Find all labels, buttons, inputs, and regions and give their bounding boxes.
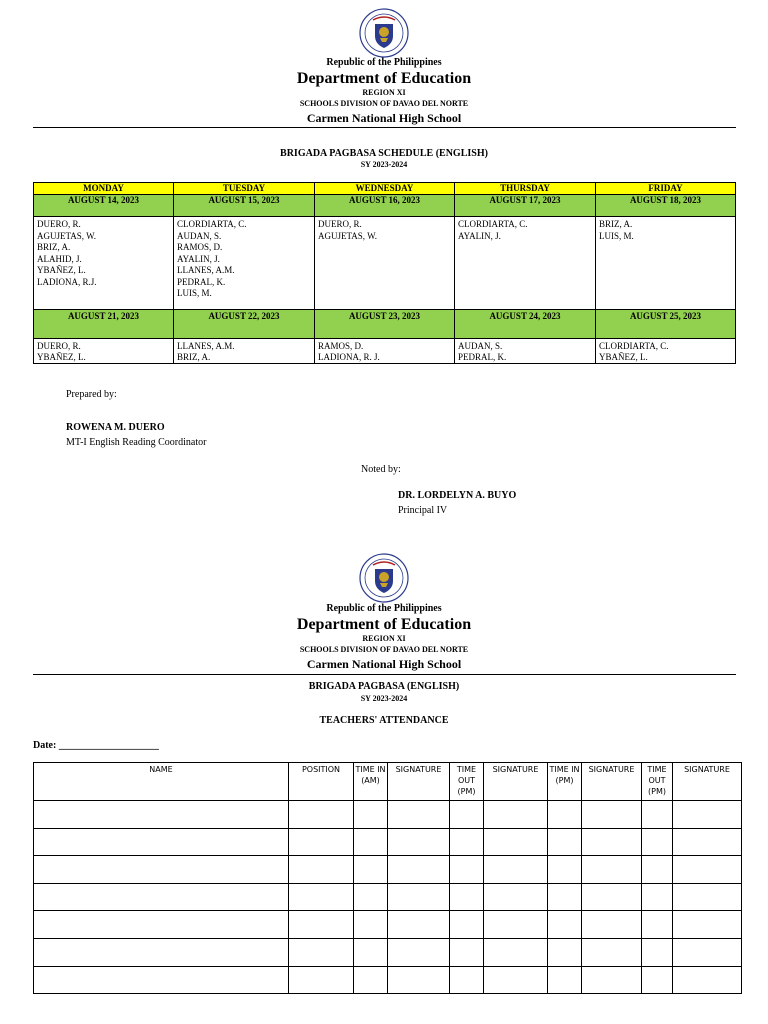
attendance-cell[interactable] xyxy=(484,966,548,994)
attendance-cell[interactable] xyxy=(354,883,388,911)
attendance-cell[interactable] xyxy=(34,966,289,994)
names-cell xyxy=(455,339,596,364)
division-line: SCHOOLS DIVISION OF DAVAO DEL NORTE xyxy=(299,645,469,654)
attendance-cell[interactable] xyxy=(548,938,582,966)
teacher-name: DUERO, R. xyxy=(318,219,362,229)
teacher-name: LUIS, M. xyxy=(599,230,634,241)
attendance-cell[interactable] xyxy=(582,828,642,856)
attendance-cell[interactable] xyxy=(673,966,742,994)
attendance-cell[interactable] xyxy=(582,966,642,994)
column-header: NAME xyxy=(34,763,289,801)
attendance-cell[interactable] xyxy=(34,938,289,966)
deped-seal-icon xyxy=(359,553,409,603)
attendance-cell[interactable] xyxy=(582,856,642,884)
attendance-cell[interactable] xyxy=(642,911,673,939)
day-header-cell: WEDNESDAY xyxy=(315,183,455,195)
school-name: Carmen National High School xyxy=(306,657,462,671)
date-cell: AUGUST 25, 2023 xyxy=(596,310,736,339)
attendance-body xyxy=(34,801,742,994)
attendance-cell[interactable] xyxy=(289,883,354,911)
header-divider xyxy=(33,127,736,128)
attendance-cell[interactable] xyxy=(388,966,450,994)
attendance-cell[interactable] xyxy=(34,828,289,856)
names-cell xyxy=(34,339,174,364)
noted-by-label: Noted by: xyxy=(361,464,401,475)
attendance-cell[interactable] xyxy=(484,938,548,966)
division-line: SCHOOLS DIVISION OF DAVAO DEL NORTE xyxy=(299,99,469,108)
column-header: TIME OUT (PM) xyxy=(450,763,484,801)
attendance-cell[interactable] xyxy=(548,828,582,856)
teacher-name: YBAÑEZ, L. xyxy=(37,351,86,362)
prepared-by-title: MT-I English Reading Coordinator xyxy=(66,437,207,448)
attendance-cell[interactable] xyxy=(673,801,742,829)
department-name: Department of Education xyxy=(296,616,472,633)
week1-date-row xyxy=(34,195,736,217)
attendance-cell[interactable] xyxy=(388,938,450,966)
attendance-cell[interactable] xyxy=(642,828,673,856)
date-cell: AUGUST 23, 2023 xyxy=(315,310,455,339)
names-cell xyxy=(596,217,736,310)
day-header-cell: MONDAY xyxy=(34,183,174,195)
day-header-row xyxy=(34,183,736,195)
day-header-cell: TUESDAY xyxy=(174,183,315,195)
attendance-cell[interactable] xyxy=(388,911,450,939)
attendance-cell[interactable] xyxy=(289,856,354,884)
attendance-row xyxy=(34,801,742,829)
schedule-table xyxy=(33,182,736,364)
attendance-cell[interactable] xyxy=(673,911,742,939)
teacher-name: AUDAN, S. xyxy=(177,230,222,241)
teacher-name: YBAÑEZ, L. xyxy=(37,265,86,275)
date-cell: AUGUST 17, 2023 xyxy=(455,195,596,217)
day-header-cell: THURSDAY xyxy=(455,183,596,195)
attendance-cell[interactable] xyxy=(642,856,673,884)
column-header: SIGNATURE xyxy=(388,763,450,801)
week2-date-row xyxy=(34,310,736,339)
attendance-cell[interactable] xyxy=(450,856,484,884)
date-cell: AUGUST 18, 2023 xyxy=(596,195,736,217)
attendance-cell[interactable] xyxy=(548,856,582,884)
teacher-name: AYALIN, J. xyxy=(177,253,220,264)
names-cell xyxy=(34,217,174,310)
attendance-cell[interactable] xyxy=(354,801,388,829)
attendance-cell[interactable] xyxy=(673,938,742,966)
prepared-by-label: Prepared by: xyxy=(66,389,117,400)
attendance-cell[interactable] xyxy=(289,938,354,966)
attendance-cell[interactable] xyxy=(484,883,548,911)
attendance-cell[interactable] xyxy=(642,801,673,829)
attendance-cell[interactable] xyxy=(354,911,388,939)
teacher-name: LADIONA, R.J. xyxy=(37,276,97,287)
week1-names-row xyxy=(34,217,736,310)
attendance-cell[interactable] xyxy=(34,801,289,829)
attendance-row xyxy=(34,883,742,911)
attendance-cell[interactable] xyxy=(450,801,484,829)
deped-seal-icon xyxy=(359,8,409,58)
attendance-row xyxy=(34,966,742,994)
attendance-cell[interactable] xyxy=(289,828,354,856)
column-header: SIGNATURE xyxy=(582,763,642,801)
attendance-cell[interactable] xyxy=(34,911,289,939)
attendance-cell[interactable] xyxy=(582,938,642,966)
date-cell: AUGUST 24, 2023 xyxy=(455,310,596,339)
attendance-cell[interactable] xyxy=(450,911,484,939)
names-cell xyxy=(596,339,736,364)
attendance-cell[interactable] xyxy=(450,966,484,994)
department-name: Department of Education xyxy=(296,70,472,87)
date-cell: AUGUST 22, 2023 xyxy=(174,310,315,339)
teacher-name: YBAÑEZ, L. xyxy=(599,351,648,362)
attendance-cell[interactable] xyxy=(484,801,548,829)
teacher-name: LUIS, M. xyxy=(177,288,212,298)
date-cell: AUGUST 16, 2023 xyxy=(315,195,455,217)
attendance-subtitle: TEACHERS' ATTENDANCE xyxy=(319,715,449,726)
attendance-table xyxy=(33,762,742,994)
attendance-cell[interactable] xyxy=(289,911,354,939)
attendance-row xyxy=(34,828,742,856)
teacher-name: LLANES, A.M. xyxy=(177,265,235,275)
attendance-cell[interactable] xyxy=(642,966,673,994)
column-header: TIME IN (PM) xyxy=(548,763,582,801)
teacher-name: LADIONA, R. J. xyxy=(318,351,380,362)
republic-line: Republic of the Philippines xyxy=(326,603,442,614)
attendance-cell[interactable] xyxy=(388,801,450,829)
teacher-name: DUERO, R. xyxy=(37,341,81,351)
region-line: REGION XI xyxy=(362,634,406,643)
attendance-header-row xyxy=(34,763,742,801)
teacher-name: AGUJETAS, W. xyxy=(318,230,378,241)
attendance-cell[interactable] xyxy=(354,966,388,994)
attendance-cell[interactable] xyxy=(450,828,484,856)
attendance-row xyxy=(34,938,742,966)
attendance-cell[interactable] xyxy=(548,911,582,939)
attendance-cell[interactable] xyxy=(582,801,642,829)
schedule-sy: SY 2023-2024 xyxy=(360,160,408,169)
teacher-name: CLORDIARTA, C. xyxy=(599,341,669,351)
teacher-name: PEDRAL, K. xyxy=(177,276,226,287)
date-cell: AUGUST 15, 2023 xyxy=(174,195,315,217)
column-header: TIME IN (AM) xyxy=(354,763,388,801)
attendance-cell[interactable] xyxy=(673,883,742,911)
attendance-cell[interactable] xyxy=(388,856,450,884)
column-header: TIME OUT (PM) xyxy=(642,763,673,801)
names-cell xyxy=(455,217,596,310)
schedule-title: BRIGADA PAGBASA SCHEDULE (ENGLISH) xyxy=(280,148,488,159)
attendance-cell[interactable] xyxy=(354,938,388,966)
column-header: POSITION xyxy=(289,763,354,801)
attendance-cell[interactable] xyxy=(34,856,289,884)
teacher-name: CLORDIARTA, C. xyxy=(458,219,528,229)
header-divider xyxy=(33,674,736,675)
attendance-sy: SY 2023-2024 xyxy=(360,694,408,703)
attendance-cell[interactable] xyxy=(289,966,354,994)
names-cell xyxy=(315,339,455,364)
week2-names-row xyxy=(34,339,736,364)
attendance-cell[interactable] xyxy=(642,883,673,911)
attendance-cell[interactable] xyxy=(548,801,582,829)
noted-by-name: DR. LORDELYN A. BUYO xyxy=(398,490,517,501)
date-cell: AUGUST 21, 2023 xyxy=(34,310,174,339)
teacher-name: BRIZ, A. xyxy=(37,242,71,252)
attendance-row xyxy=(34,911,742,939)
teacher-name: CLORDIARTA, C. xyxy=(177,219,247,229)
names-cell xyxy=(315,217,455,310)
attendance-cell[interactable] xyxy=(673,856,742,884)
attendance-cell[interactable] xyxy=(548,966,582,994)
attendance-cell[interactable] xyxy=(388,828,450,856)
attendance-cell[interactable] xyxy=(548,883,582,911)
teacher-name: BRIZ, A. xyxy=(599,219,633,229)
teacher-name: RAMOS, D. xyxy=(318,341,364,351)
attendance-cell[interactable] xyxy=(289,801,354,829)
names-cell xyxy=(174,339,315,364)
teacher-name: AGUJETAS, W. xyxy=(37,230,97,241)
day-header-cell: FRIDAY xyxy=(596,183,736,195)
prepared-by-name: ROWENA M. DUERO xyxy=(66,422,165,433)
region-line: REGION XI xyxy=(362,88,406,97)
teacher-name: LLANES, A.M. xyxy=(177,341,235,351)
date-field[interactable]: Date: ____________________ xyxy=(33,740,159,751)
teacher-name: ALAHID, J. xyxy=(37,253,82,264)
teacher-name: PEDRAL, K. xyxy=(458,351,507,362)
attendance-cell[interactable] xyxy=(484,828,548,856)
attendance-cell[interactable] xyxy=(642,938,673,966)
attendance-cell[interactable] xyxy=(582,883,642,911)
attendance-cell[interactable] xyxy=(450,938,484,966)
teacher-name: BRIZ, A. xyxy=(177,351,211,362)
column-header: SIGNATURE xyxy=(673,763,742,801)
school-name: Carmen National High School xyxy=(306,111,462,125)
attendance-cell[interactable] xyxy=(484,911,548,939)
attendance-cell[interactable] xyxy=(354,828,388,856)
attendance-cell[interactable] xyxy=(450,883,484,911)
attendance-cell[interactable] xyxy=(34,883,289,911)
names-cell xyxy=(174,217,315,310)
date-cell: AUGUST 14, 2023 xyxy=(34,195,174,217)
teacher-name: RAMOS, D. xyxy=(177,242,223,252)
republic-line: Republic of the Philippines xyxy=(326,57,442,68)
teacher-name: AUDAN, S. xyxy=(458,341,503,351)
attendance-cell[interactable] xyxy=(388,883,450,911)
attendance-row xyxy=(34,856,742,884)
attendance-cell[interactable] xyxy=(484,856,548,884)
attendance-cell[interactable] xyxy=(354,856,388,884)
teacher-name: DUERO, R. xyxy=(37,219,81,229)
attendance-cell[interactable] xyxy=(582,911,642,939)
column-header: SIGNATURE xyxy=(484,763,548,801)
noted-by-title: Principal IV xyxy=(398,505,448,516)
attendance-title: BRIGADA PAGBASA (ENGLISH) xyxy=(308,681,460,692)
attendance-cell[interactable] xyxy=(673,828,742,856)
teacher-name: AYALIN, J. xyxy=(458,230,501,241)
